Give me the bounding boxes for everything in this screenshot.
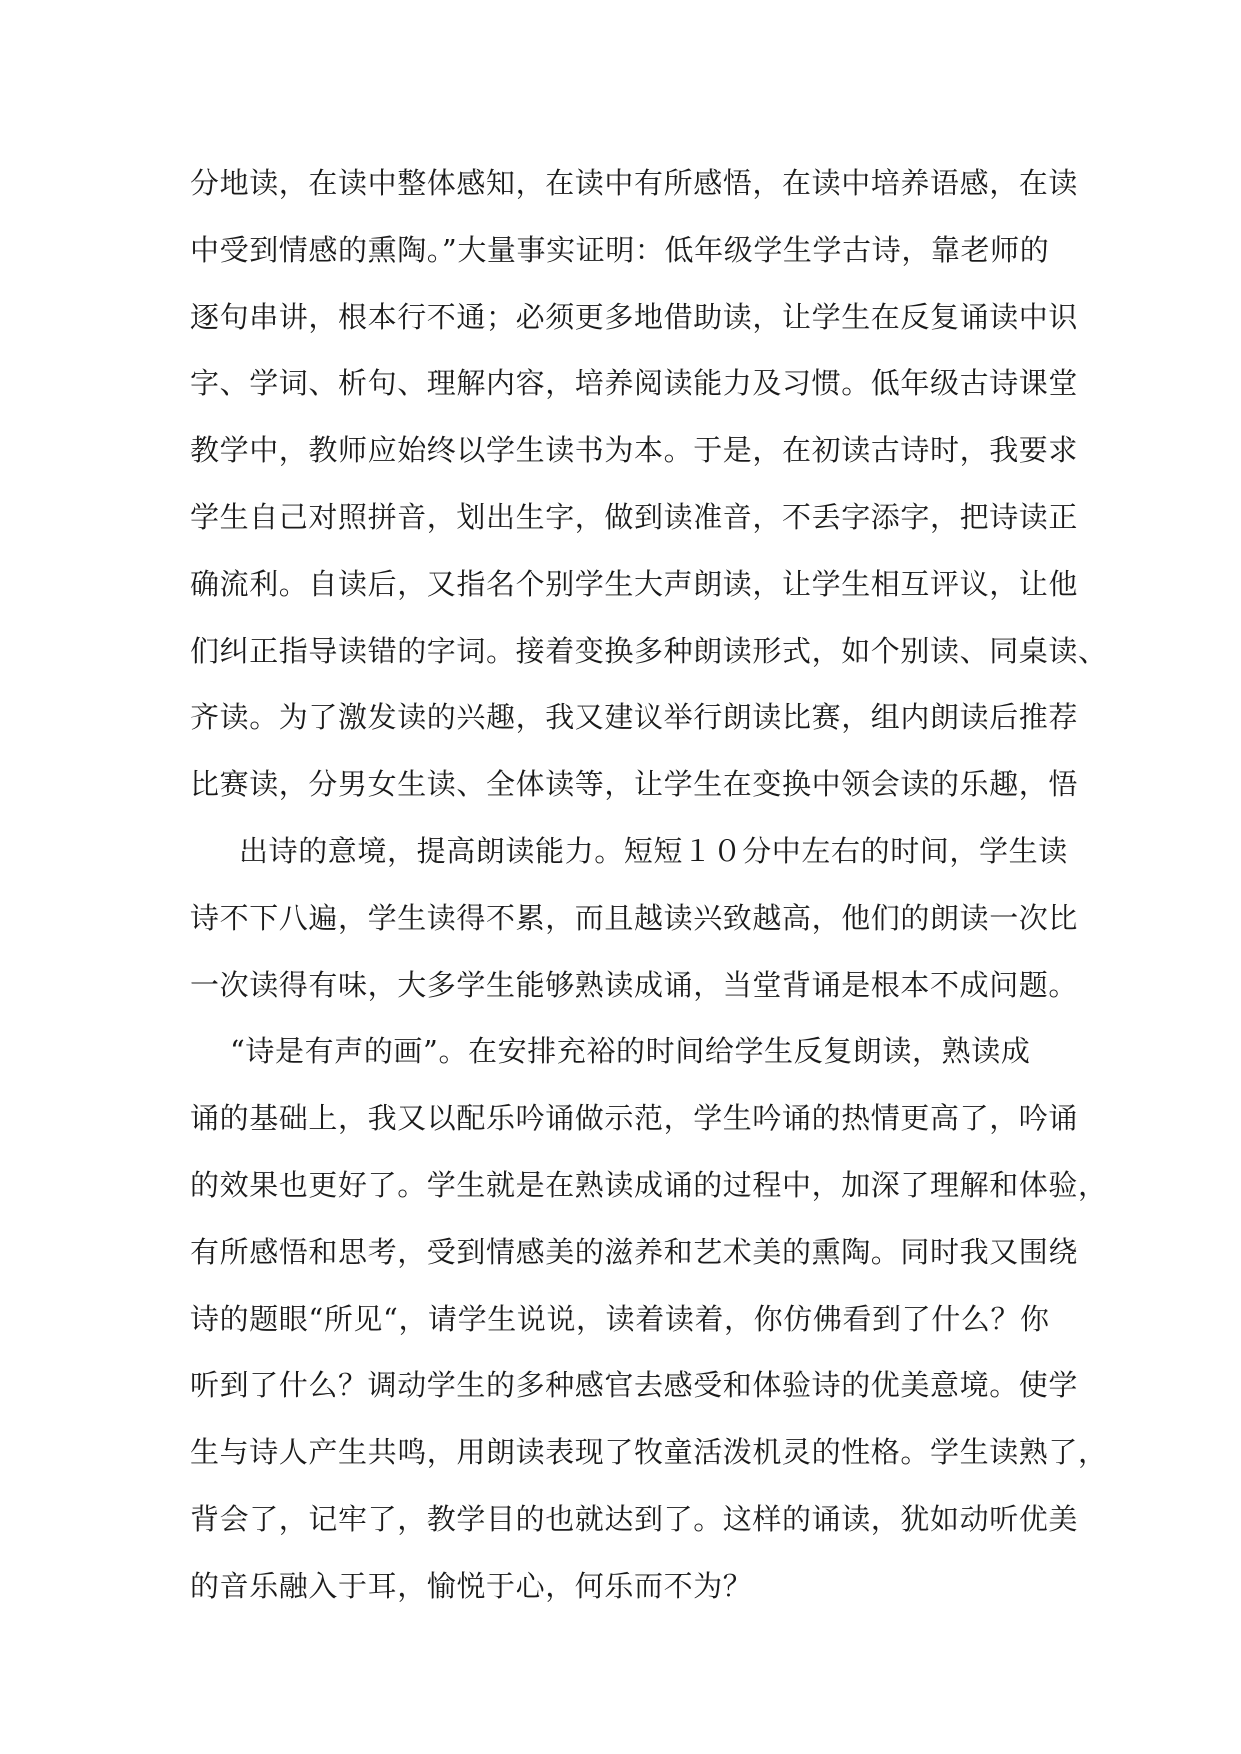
- text-line: 有所感悟和思考，受到情感美的滋养和艺术美的熏陶。同时我又围绕: [190, 1234, 1079, 1269]
- text-line: 逐句串讲，根本行不通；必须更多地借助读，让学生在反复诵读中识: [190, 299, 1079, 334]
- text-line: 字、学词、析句、理解内容，培养阅读能力及习惯。低年级古诗课堂: [190, 366, 1079, 401]
- text-line: 听到了什么？调动学生的多种感官去感受和体验诗的优美意境。使学: [190, 1368, 1079, 1403]
- text-line: 学生自己对照拼音，划出生字，做到读准音，不丢字添字，把诗读正: [190, 499, 1079, 534]
- text-line: 的效果也更好了。学生就是在熟读成诵的过程中，加深了理解和体验，: [190, 1167, 1108, 1202]
- body-text: [190, 150, 1108, 1620]
- text-line: 确流利。自读后，又指名个别学生大声朗读，让学生相互评议，让他: [190, 566, 1079, 601]
- text-line: 诵的基础上，我又以配乐吟诵做示范，学生吟诵的热情更高了，吟诵: [190, 1101, 1079, 1136]
- text-line: 们纠正指导读错的字词。接着变换多种朗读形式，如个别读、同桌读、: [190, 633, 1108, 668]
- text-line: 教学中，教师应始终以学生读书为本。于是，在初读古诗时，我要求: [190, 433, 1079, 468]
- text-line: 齐读。为了激发读的兴趣，我又建议举行朗读比赛，组内朗读后推荐: [190, 700, 1079, 735]
- text-line: 诗的题眼“所见“，请学生说说，读着读着，你仿佛看到了什么？你: [190, 1301, 1050, 1336]
- text-line: 中受到情感的熏陶。”大量事实证明：低年级学生学古诗，靠老师的: [190, 232, 1050, 267]
- paragraph-start-line: 出诗的意境，提高朗读能力。短短１０分中左右的时间，学生读: [239, 833, 1068, 868]
- text-line: 生与诗人产生共鸣，用朗读表现了牧童活泼机灵的性格。学生读熟了，: [190, 1435, 1108, 1470]
- text-line: 的音乐融入于耳，愉悦于心，何乐而不为？: [190, 1568, 753, 1603]
- text-line: 一次读得有味，大多学生能够熟读成诵，当堂背诵是根本不成问题。: [190, 967, 1079, 1002]
- text-line: 背会了，记牢了，教学目的也就达到了。这样的诵读，犹如动听优美: [190, 1501, 1079, 1536]
- paragraph-start-line: “诗是有声的画”。在安排充裕的时间给学生反复朗读，熟读成: [230, 1034, 1031, 1069]
- text-line: 比赛读，分男女生读、全体读等，让学生在变换中领会读的乐趣，悟: [190, 767, 1079, 802]
- text-line: 诗不下八遍，学生读得不累，而且越读兴致越高，他们的朗读一次比: [190, 900, 1079, 935]
- text-line: 分地读，在读中整体感知，在读中有所感悟，在读中培养语感，在读: [190, 166, 1079, 200]
